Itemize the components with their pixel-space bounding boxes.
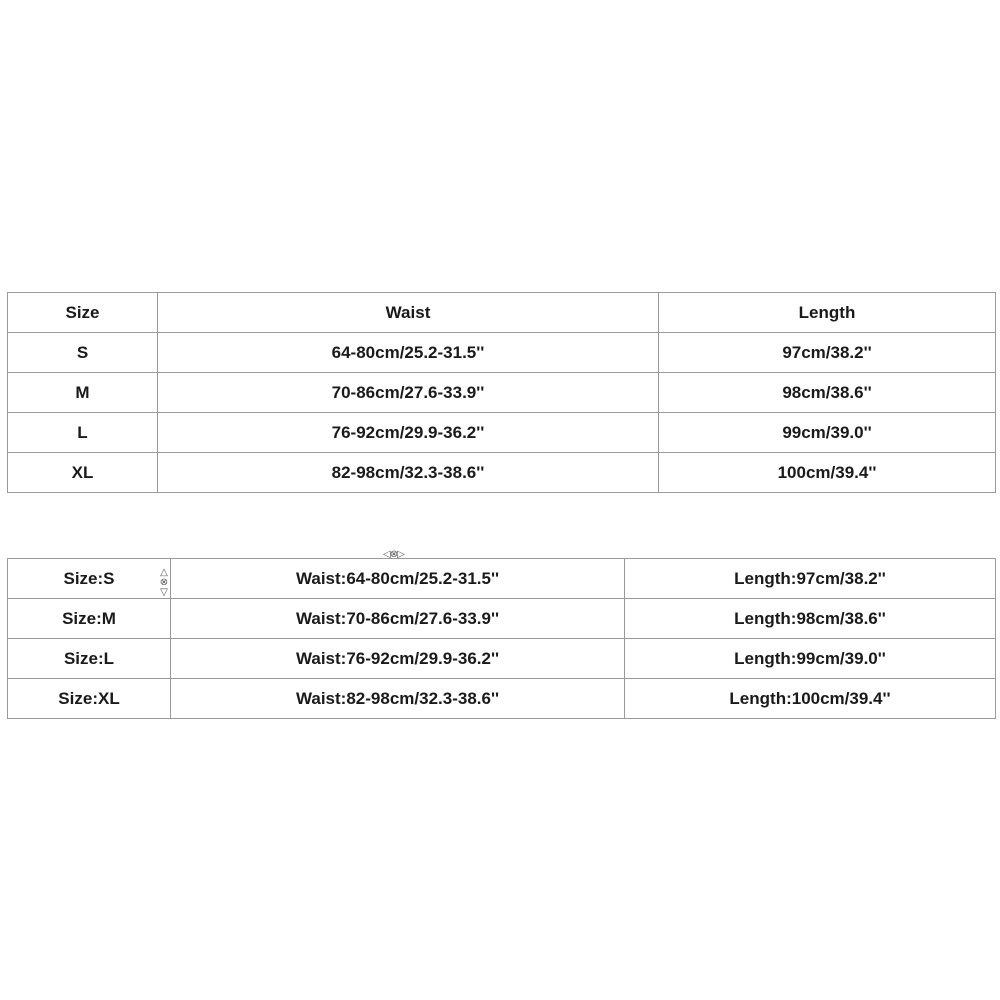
cell-length: Length:97cm/38.2'' — [625, 559, 996, 599]
cell-waist: 82-98cm/32.3-38.6'' — [158, 453, 659, 493]
table-row — [8, 639, 996, 679]
cell-waist: Waist:64-80cm/25.2-31.5'' — [171, 559, 625, 599]
cell-waist: 70-86cm/27.6-33.9'' — [158, 373, 659, 413]
cell-size: XL — [8, 453, 158, 493]
cell-length: Length:100cm/39.4'' — [625, 679, 996, 719]
cell-length: Length:99cm/39.0'' — [625, 639, 996, 679]
table-row — [8, 333, 996, 373]
table-row — [8, 559, 996, 599]
cell-waist: Waist:82-98cm/32.3-38.6'' — [171, 679, 625, 719]
cell-length: Length:98cm/38.6'' — [625, 599, 996, 639]
table-row — [8, 373, 996, 413]
cell-length: 98cm/38.6'' — [659, 373, 996, 413]
row-resize-handle-icon[interactable]: △ ⊗ ▽ — [159, 567, 169, 598]
cell-length: 99cm/39.0'' — [659, 413, 996, 453]
table-row — [8, 413, 996, 453]
cell-length: 100cm/39.4'' — [659, 453, 996, 493]
cell-waist: 64-80cm/25.2-31.5'' — [158, 333, 659, 373]
cell-size: Size:M — [8, 599, 171, 639]
cell-waist: 76-92cm/29.9-36.2'' — [158, 413, 659, 453]
cell-waist: Waist:76-92cm/29.9-36.2'' — [171, 639, 625, 679]
cell-size: Size:S — [8, 559, 171, 599]
cell-size: Size:XL — [8, 679, 171, 719]
header-length: Length — [659, 293, 996, 333]
cell-size: M — [8, 373, 158, 413]
cell-size: L — [8, 413, 158, 453]
table-row — [8, 599, 996, 639]
cell-size: Size:L — [8, 639, 171, 679]
header-size: Size — [8, 293, 158, 333]
table-header-row — [8, 293, 996, 333]
cell-waist: Waist:70-86cm/27.6-33.9'' — [171, 599, 625, 639]
size-chart-table-1 — [7, 292, 996, 493]
table-row — [8, 453, 996, 493]
cell-size: S — [8, 333, 158, 373]
column-resize-handle-icon[interactable]: ◁⊗▷ — [383, 549, 404, 560]
cell-length: 97cm/38.2'' — [659, 333, 996, 373]
header-waist: Waist — [158, 293, 659, 333]
table-row — [8, 679, 996, 719]
size-chart-table-2 — [7, 558, 996, 719]
